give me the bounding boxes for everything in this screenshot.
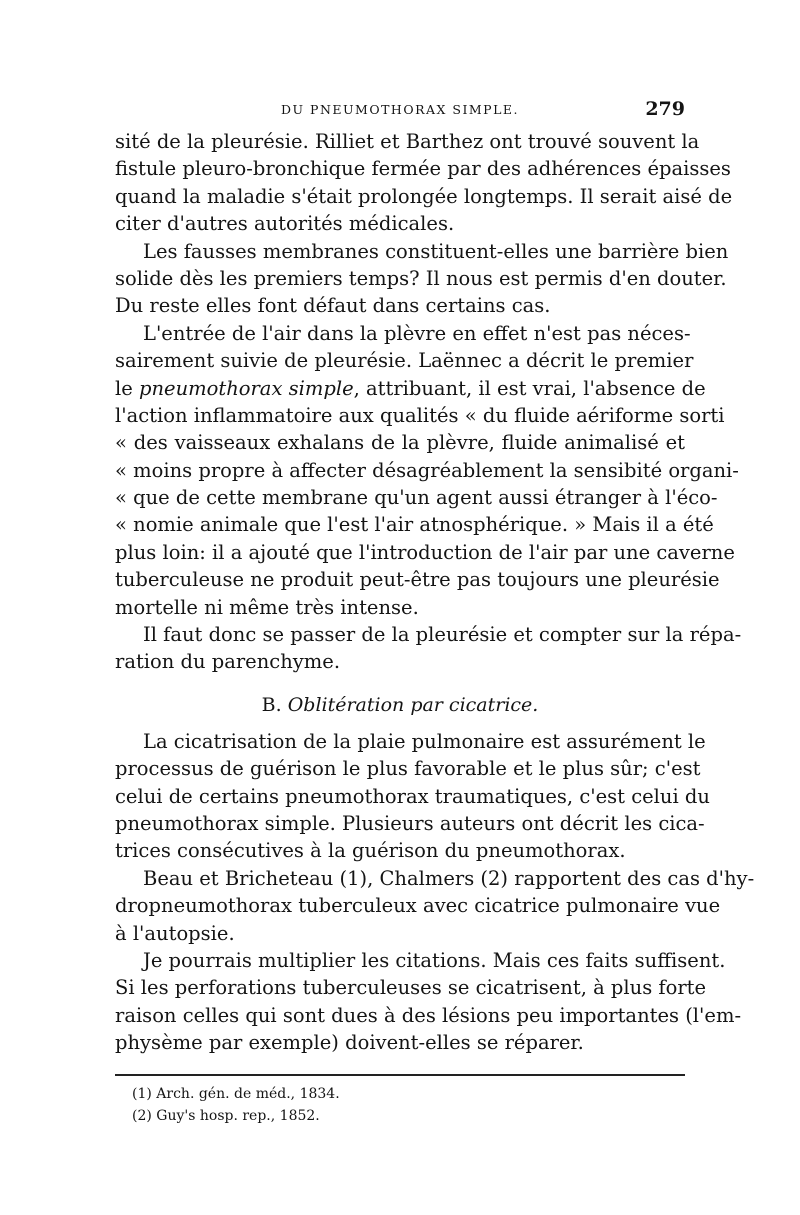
text-line: celui de certains pneumothorax traumatiques, c'est celui du xyxy=(115,784,710,808)
section-title: Oblitération par cicatrice. xyxy=(287,693,539,716)
text-line: processus de guérison le plus favorable et le plus sûr; c'est xyxy=(115,757,701,781)
text-line: plus loin: il a ajouté que l'introduction de l'air par une caverne xyxy=(115,540,735,564)
running-head: DU PNEUMOTHORAX SIMPLE. xyxy=(281,102,519,117)
text-line: mortelle ni même très intense. xyxy=(115,595,419,619)
text-line: raison celles qui sont dues à des lésions peu importantes (l'em- xyxy=(115,1003,742,1027)
text-line: Beau et Bricheteau (1), Chalmers (2) rapportent des cas d'hy- xyxy=(143,866,755,890)
footnote-rule xyxy=(115,1074,685,1076)
text-line: trices consécutives à la guérison du pneumothorax. xyxy=(115,839,626,863)
footnotes xyxy=(132,1083,672,1127)
text-line xyxy=(115,375,706,402)
section-letter: B. xyxy=(261,693,282,716)
text-line: dropneumothorax tuberculeux avec cicatrice pulmonaire vue xyxy=(115,894,721,918)
text-line: sité de la pleurésie. Rilliet et Barthez ont trouvé souvent la xyxy=(115,130,700,153)
text-line: Si les perforations tuberculeuses se cicatrisent, à plus forte xyxy=(115,976,707,1000)
page-number: 279 xyxy=(645,98,685,120)
text-line: Il faut donc se passer de la pleurésie et compter sur la répa- xyxy=(143,623,742,647)
text-line: sairement suivie de pleurésie. Laënnec a décrit le premier xyxy=(115,349,694,373)
text-line: ration du parenchyme. xyxy=(115,650,341,674)
text-line: l'action inflammatoire aux qualités « du fluide aériforme sorti xyxy=(115,403,725,427)
text-line: quand la maladie s'était prolongée longtemps. Il serait aisé de xyxy=(115,184,733,208)
text-line: citer d'autres autorités médicales. xyxy=(115,212,455,236)
text-line: La cicatrisation de la plaie pulmonaire est assurément le xyxy=(143,729,706,753)
text-line: « des vaisseaux exhalans de la plèvre, fluide animalisé et xyxy=(115,431,685,455)
text-line: L'entrée de l'air dans la plèvre en effet n'est pas néces- xyxy=(143,321,691,345)
italic-term: pneumothorax simple xyxy=(138,376,354,400)
text-line: Les fausses membranes constituent-elles une barrière bien xyxy=(143,239,729,263)
text-line: « que de cette membrane qu'un agent aussi étranger à l'éco- xyxy=(115,486,718,510)
text-line: tuberculeuse ne produit peut-être pas toujours une pleurésie xyxy=(115,568,720,592)
footnote: (2) Guy's hosp. rep., 1852. xyxy=(132,1108,320,1124)
text-segment: , attribuant, il est vrai, l'absence de xyxy=(353,376,706,400)
text-line: solide dès les premiers temps? Il nous est permis d'en douter. xyxy=(115,266,727,290)
text-line: « nomie animale que l'est l'air atnosphérique. » Mais il a été xyxy=(115,513,714,537)
text-line: pneumothorax simple. Plusieurs auteurs ont décrit les cica- xyxy=(115,811,705,835)
text-line: Du reste elles font défaut dans certains cas. xyxy=(115,294,551,318)
body-text xyxy=(115,128,755,1057)
text-line: à l'autopsie. xyxy=(115,921,235,945)
text-segment: le xyxy=(115,376,139,400)
footnote: (1) Arch. gén. de méd., 1834. xyxy=(132,1086,340,1102)
section-heading xyxy=(115,686,685,724)
text-line: « moins propre à affecter désagréablement la sensibité organi- xyxy=(115,458,739,482)
text-line: physème par exemple) doivent-elles se réparer. xyxy=(115,1031,584,1055)
text-line: Je pourrais multiplier les citations. Mais ces faits suffisent. xyxy=(143,948,726,972)
text-line: fistule pleuro-bronchique fermée par des adhérences épaisses xyxy=(115,157,731,181)
page-header xyxy=(115,98,685,124)
